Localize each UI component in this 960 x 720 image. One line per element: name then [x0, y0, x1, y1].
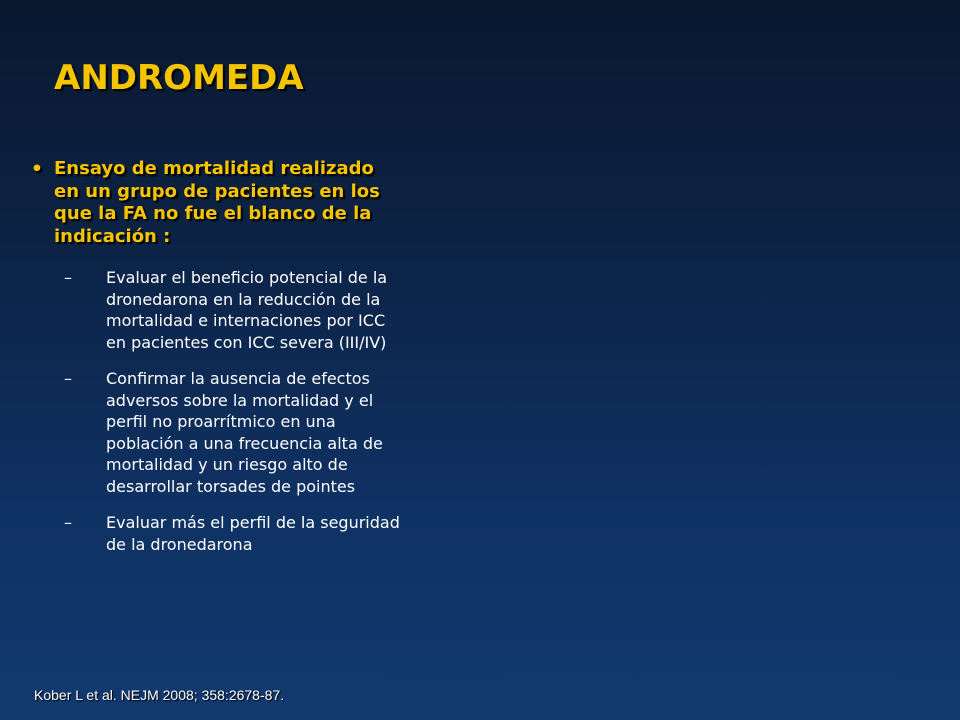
sub-bullet-marker: –	[64, 513, 72, 532]
slide-title: ANDROMEDA	[54, 58, 304, 98]
sub-bullet-marker: –	[64, 268, 72, 287]
main-bullet-text: Ensayo de mortalidad realizado en un grupo de pacientes en los que la FA no fue el blanco de la indicación :	[54, 158, 380, 247]
sub-bullet-item	[20, 512, 400, 555]
sub-bullet-item	[20, 267, 400, 353]
citation: Kober L et al. NEJM 2008; 358:2678-87.	[34, 687, 285, 703]
main-bullet	[20, 158, 400, 248]
sub-bullet-item	[20, 368, 400, 497]
bullet-marker: •	[30, 158, 44, 180]
sub-bullet-text: Evaluar el beneficio potencial de la dronedarona en la reducción de la mortalidad e internaciones por ICC en pacientes con ICC severa (III/IV)	[106, 268, 388, 352]
sub-bullet-marker: –	[64, 369, 72, 388]
sub-bullet-text: Evaluar más el perfil de la seguridad de la dronedarona	[106, 513, 400, 554]
sub-bullet-list	[20, 267, 400, 555]
sub-bullet-text: Confirmar la ausencia de efectos adversos sobre la mortalidad y el perfil no proarrítmico en una población a una frecuencia alta de mortalidad y un riesgo alto de desarrollar torsades de pointes	[106, 369, 383, 496]
bullet-list	[20, 158, 400, 570]
